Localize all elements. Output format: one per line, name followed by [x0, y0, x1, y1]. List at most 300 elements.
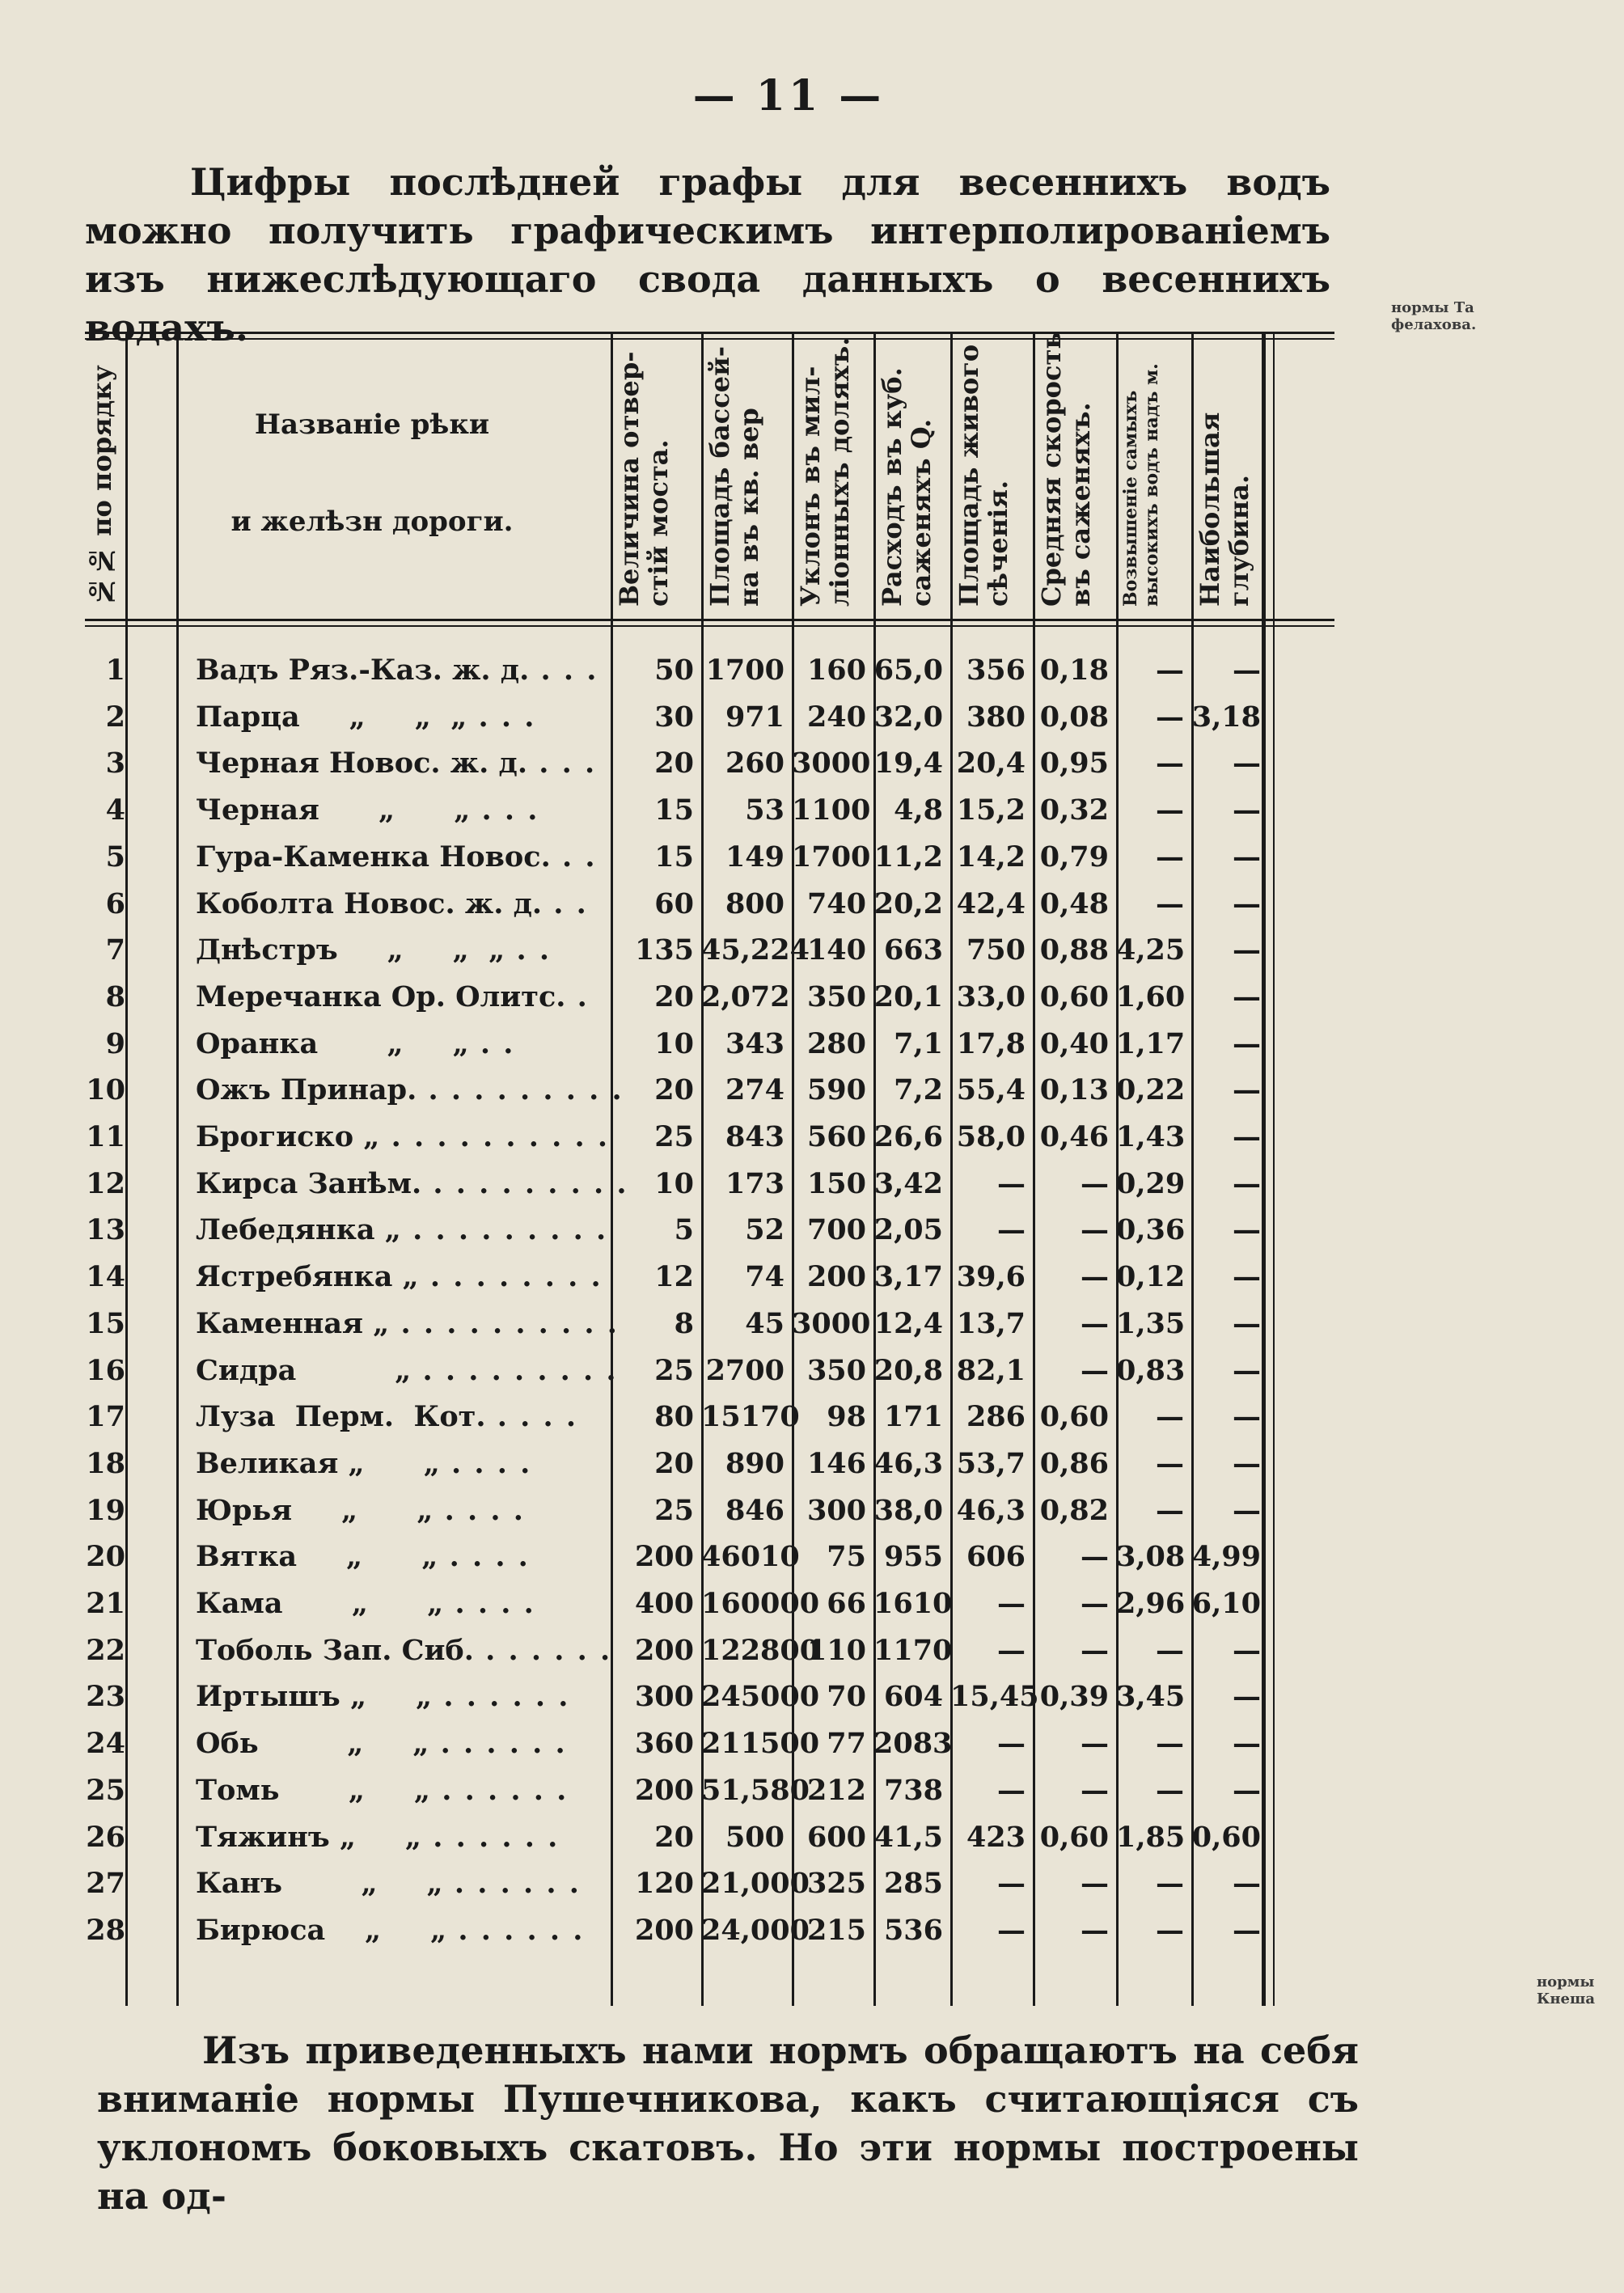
cell-bridge: 15 [654, 840, 694, 874]
cell-depth: — [1233, 979, 1261, 1013]
cell-section: 14,2 [956, 840, 1026, 874]
cell-flow: 2,05 [873, 1213, 943, 1247]
cell-rise: — [1156, 886, 1184, 920]
cell-slope: 146 [806, 1446, 866, 1480]
cell-bridge: 20 [654, 1073, 694, 1107]
cell-rise: — [1156, 1727, 1184, 1761]
cell-no: 28 [86, 1913, 125, 1947]
cell-slope: 700 [806, 1213, 866, 1247]
river-name: Кирса Занѣм. [196, 1166, 422, 1200]
leader-dots: . . . . [439, 1446, 532, 1480]
spring-waters-table [86, 331, 1310, 2010]
cell-depth: — [1233, 840, 1261, 874]
cell-section: 356 [966, 654, 1026, 687]
cell-section: 380 [966, 700, 1026, 734]
cell-rise: 3,08 [1116, 1540, 1186, 1574]
cell-speed: 0,60 [1039, 979, 1109, 1013]
river-name: Каменная „ [196, 1306, 390, 1340]
cell-slope: 150 [806, 1166, 866, 1200]
river-name: Великая „ „ [196, 1446, 440, 1480]
cell-bridge: 10 [654, 1026, 694, 1060]
header-name-2: и желѣзн дороги. [230, 506, 514, 538]
leader-dots: . . [550, 840, 597, 874]
cell-rise: 1,60 [1116, 979, 1186, 1013]
cell-flow: 1170 [873, 1633, 953, 1667]
cell-rise: — [1156, 654, 1184, 687]
cell-depth: — [1233, 1400, 1261, 1434]
table-row [86, 1347, 1310, 1394]
cell-speed: 0,32 [1039, 793, 1109, 827]
cell-slope: 240 [806, 700, 866, 734]
table-row [105, 834, 1310, 880]
cell-basin: 343 [725, 1026, 785, 1060]
cell-rise: — [1156, 1493, 1184, 1527]
leader-dots: . . . . . . . . . [417, 1073, 624, 1107]
page-number: — 11 — [692, 71, 885, 121]
cell-flow: 663 [883, 933, 943, 967]
cell-depth: — [1233, 1120, 1261, 1153]
leader-dots: . . . [467, 700, 536, 734]
cell-section: — [997, 1213, 1026, 1247]
cell-section: 17,8 [956, 1026, 1026, 1060]
table-row [86, 1301, 1310, 1347]
river-name: Меречанка Ор. Олитс. [196, 979, 566, 1013]
cell-slope: 215 [806, 1913, 866, 1947]
cell-depth: — [1233, 1773, 1261, 1807]
river-name: Оранка „ „ [196, 1026, 469, 1060]
table-row [86, 1580, 1310, 1627]
cell-bridge: 12 [654, 1260, 694, 1294]
cell-basin: 2,072 [701, 979, 790, 1013]
cell-section: 33,0 [956, 979, 1026, 1013]
table-row [86, 1860, 1310, 1906]
cell-basin: 45 [745, 1306, 785, 1340]
header-slope: Уклонъ въ мил- ліонныхъ доляхъ. [795, 336, 855, 607]
table-row [86, 1254, 1310, 1300]
cell-no: 20 [86, 1540, 125, 1574]
cell-slope: 1100 [792, 793, 871, 827]
leader-dots: . . . . . . . . . . [379, 1120, 610, 1153]
header-section: Площадь живого сѣченія. [954, 344, 1013, 607]
table-rule [85, 332, 1334, 334]
cell-section: 423 [966, 1820, 1026, 1854]
margin-note: нормы Та фелахова. [1391, 299, 1477, 333]
cell-basin: 74 [745, 1260, 785, 1294]
cell-slope: 98 [827, 1400, 866, 1434]
cell-basin: 245000 [701, 1680, 820, 1714]
cell-rise: 0,29 [1116, 1166, 1186, 1200]
cell-rise: 0,22 [1116, 1073, 1186, 1107]
table-row [105, 740, 1310, 786]
leader-dots: . . . . . . [473, 1633, 612, 1667]
cell-section: — [997, 1633, 1026, 1667]
cell-speed: — [1081, 1633, 1109, 1667]
cell-slope: 3000 [792, 1306, 871, 1340]
table-row [86, 1067, 1310, 1113]
cell-bridge: 8 [674, 1306, 694, 1340]
cell-bridge: 25 [654, 1353, 694, 1387]
cell-depth: 6,10 [1191, 1587, 1261, 1620]
cell-bridge: 120 [634, 1867, 694, 1901]
cell-flow: 20,2 [873, 886, 943, 920]
cell-slope: 560 [806, 1120, 866, 1153]
cell-depth: 4,99 [1191, 1540, 1261, 1574]
cell-flow: 3,42 [873, 1166, 943, 1200]
cell-bridge: 25 [654, 1120, 694, 1153]
cell-rise: — [1156, 1633, 1184, 1667]
cell-depth: — [1233, 1353, 1261, 1387]
cell-depth: — [1233, 1026, 1261, 1060]
cell-bridge: 20 [654, 747, 694, 781]
table-row [86, 1720, 1310, 1766]
cell-speed: — [1081, 1867, 1109, 1901]
cell-speed: 0,82 [1039, 1493, 1109, 1527]
cell-rise: 0,83 [1116, 1353, 1186, 1387]
river-name: Днѣстръ „ „ „ [196, 933, 505, 967]
cell-rise: — [1156, 1773, 1184, 1807]
river-name: Вадъ Ряз.-Каз. ж. д. [196, 654, 530, 687]
cell-slope: 1700 [792, 840, 871, 874]
intro-text: Цифры послѣдней графы для весеннихъ водъ можно получить графическимъ интерполированіемъ изъ нижеслѣдующаго свода данныхъ о весеннихъ водахъ. [85, 160, 1330, 349]
cell-bridge: 80 [654, 1400, 694, 1434]
river-name: Лебедянка „ [196, 1213, 401, 1247]
cell-section: 15,2 [956, 793, 1026, 827]
river-name: Тоболь Зап. Сиб. [196, 1633, 474, 1667]
cell-basin: 122800 [701, 1633, 820, 1667]
river-name: Юрья „ „ [196, 1493, 433, 1527]
cell-depth: — [1233, 1306, 1261, 1340]
cell-depth: — [1233, 1867, 1261, 1901]
cell-flow: 19,4 [873, 747, 943, 781]
table-row [105, 974, 1310, 1020]
river-name: Кама „ „ [196, 1587, 444, 1620]
cell-bridge: 30 [654, 700, 694, 734]
table-rule [85, 625, 1334, 627]
cell-no: 22 [86, 1633, 125, 1667]
cell-flow: 41,5 [873, 1820, 943, 1854]
header-basin: Площадь бассей- на въ кв. вер [704, 345, 764, 607]
cell-slope: 212 [806, 1773, 866, 1807]
cell-flow: 7,2 [894, 1073, 943, 1107]
cell-bridge: 50 [654, 654, 694, 687]
cell-slope: 140 [806, 933, 866, 967]
leader-dots: . . . . [485, 1400, 578, 1434]
cell-section: 42,4 [956, 886, 1026, 920]
cell-slope: 70 [827, 1680, 866, 1714]
cell-depth: — [1233, 1727, 1261, 1761]
cell-flow: 1610 [873, 1587, 953, 1620]
cell-basin: 24,000 [701, 1913, 810, 1947]
cell-speed: — [1081, 1727, 1109, 1761]
cell-no: 19 [86, 1493, 125, 1527]
cell-bridge: 20 [654, 979, 694, 1013]
leader-dots: . . . [470, 793, 539, 827]
header-rise: Возвышеніе самыхъ высокихъ водъ надъ м. [1120, 363, 1162, 607]
table-rule [85, 619, 1334, 621]
river-name: Ястребянка „ [196, 1260, 419, 1294]
cell-speed: 0,86 [1039, 1446, 1109, 1480]
cell-no: 4 [105, 793, 125, 827]
cell-rise: 2,96 [1116, 1587, 1186, 1620]
cell-no: 15 [86, 1306, 125, 1340]
cell-rise: 1,17 [1116, 1026, 1186, 1060]
cell-depth: — [1233, 1633, 1261, 1667]
cell-slope: 300 [806, 1493, 866, 1527]
cell-basin: 160000 [701, 1587, 820, 1620]
cell-no: 14 [86, 1260, 125, 1294]
cell-slope: 280 [806, 1026, 866, 1060]
cell-bridge: 25 [654, 1493, 694, 1527]
cell-depth: — [1233, 1680, 1261, 1714]
table-row [86, 1814, 1310, 1860]
cell-basin: 51,580 [701, 1773, 810, 1807]
cell-flow: 32,0 [873, 700, 943, 734]
cell-no: 26 [86, 1820, 125, 1854]
cell-rise: — [1156, 747, 1184, 781]
header-name-1: Названіе рѣки [254, 408, 490, 441]
outro-paragraph [97, 2026, 1359, 2220]
leader-dots: . . [542, 886, 588, 920]
river-name: Черная „ „ [196, 793, 471, 827]
cell-speed: 0,46 [1039, 1120, 1109, 1153]
cell-no: 17 [86, 1400, 125, 1434]
cell-rise: 1,85 [1116, 1820, 1186, 1854]
table-row [86, 1441, 1310, 1487]
cell-depth: 0,60 [1191, 1820, 1261, 1854]
leader-dots: . . . . . . . . . [411, 1353, 618, 1387]
cell-speed: 0,88 [1039, 933, 1109, 967]
cell-bridge: 200 [634, 1913, 694, 1947]
leader-dots: . . . . [433, 1493, 525, 1527]
cell-rise: — [1156, 793, 1184, 827]
cell-bridge: 300 [634, 1680, 694, 1714]
cell-no: 21 [86, 1587, 125, 1620]
cell-bridge: 200 [634, 1633, 694, 1667]
cell-speed: — [1081, 1587, 1109, 1620]
cell-no: 27 [86, 1867, 125, 1901]
cell-rise: 3,45 [1116, 1680, 1186, 1714]
table-row [86, 1673, 1310, 1720]
cell-bridge: 200 [634, 1540, 694, 1574]
cell-rise: — [1156, 1446, 1184, 1480]
cell-bridge: 15 [654, 793, 694, 827]
leader-dots: . . . . . . . . . [421, 1166, 628, 1200]
cell-bridge: 20 [654, 1446, 694, 1480]
cell-no: 7 [105, 933, 125, 967]
cell-depth: — [1233, 1493, 1261, 1527]
table-row [105, 787, 1310, 833]
cell-basin: 52 [745, 1213, 785, 1247]
cell-section: 15,45 [950, 1680, 1039, 1714]
cell-slope: 77 [827, 1727, 866, 1761]
cell-speed: 0,39 [1039, 1680, 1109, 1714]
cell-basin: 15170 [701, 1400, 800, 1434]
leader-dots: . . . . . . . . . . [389, 1306, 619, 1340]
leader-dots: . . . . . . [429, 1727, 567, 1761]
cell-depth: — [1233, 933, 1261, 967]
header-flow: Расходъ въ куб. саженяхъ Q. [877, 367, 937, 607]
cell-rise: — [1156, 1913, 1184, 1947]
cell-slope: 160 [806, 654, 866, 687]
cell-speed: — [1081, 1260, 1109, 1294]
cell-basin: 211500 [701, 1727, 820, 1761]
cell-speed: — [1081, 1540, 1109, 1574]
river-name: Ожъ Принар. [196, 1073, 417, 1107]
cell-no: 24 [86, 1727, 125, 1761]
leader-dots: . . . . . . . . [418, 1260, 603, 1294]
river-name: Гура-Каменка Новос. [196, 840, 551, 874]
cell-no: 1 [105, 654, 125, 687]
cell-flow: 7,1 [894, 1026, 943, 1060]
cell-rise: — [1156, 1400, 1184, 1434]
cell-speed: 0,60 [1039, 1400, 1109, 1434]
cell-depth: — [1233, 1446, 1261, 1480]
cell-slope: 350 [806, 1353, 866, 1387]
cell-speed: 0,60 [1039, 1820, 1109, 1854]
table-row [86, 1534, 1310, 1580]
leader-dots: . . . . . . [421, 1820, 560, 1854]
cell-no: 23 [86, 1680, 125, 1714]
cell-section: 286 [966, 1400, 1026, 1434]
cell-bridge: 135 [634, 933, 694, 967]
table-row [105, 694, 1310, 740]
cell-bridge: 10 [654, 1166, 694, 1200]
cell-no: 6 [105, 886, 125, 920]
cell-basin: 274 [725, 1073, 785, 1107]
table-row [105, 1021, 1310, 1067]
cell-section: 58,0 [956, 1120, 1026, 1153]
cell-speed: 0,18 [1039, 654, 1109, 687]
cell-flow: 65,0 [873, 654, 943, 687]
cell-slope: 3000 [792, 747, 871, 781]
table-row [105, 927, 1310, 973]
cell-section: 82,1 [956, 1353, 1026, 1387]
river-name: Бирюса „ „ [196, 1913, 447, 1947]
cell-basin: 173 [725, 1166, 785, 1200]
cell-speed: — [1081, 1353, 1109, 1387]
table-row [86, 1207, 1310, 1253]
leader-dots: . . . [529, 654, 598, 687]
cell-depth: — [1233, 1166, 1261, 1200]
cell-rise: 0,36 [1116, 1213, 1186, 1247]
header-speed: Средняя скорость въ саженяхъ. [1036, 331, 1096, 607]
cell-basin: 500 [725, 1820, 785, 1854]
cell-basin: 800 [725, 886, 785, 920]
cell-flow: 604 [883, 1680, 943, 1714]
cell-no: 10 [86, 1073, 125, 1107]
river-name: Томь „ „ [196, 1773, 431, 1807]
margin-note: нормы Кнеша [1537, 1974, 1596, 2007]
table-row [105, 647, 1310, 693]
cell-slope: 325 [806, 1867, 866, 1901]
cell-basin: 1700 [705, 654, 785, 687]
table-row [86, 1627, 1310, 1673]
cell-slope: 200 [806, 1260, 866, 1294]
cell-no: 11 [86, 1120, 125, 1153]
cell-speed: 0,95 [1039, 747, 1109, 781]
cell-speed: 0,13 [1039, 1073, 1109, 1107]
cell-slope: 110 [806, 1633, 866, 1667]
cell-slope: 740 [806, 886, 866, 920]
cell-basin: 890 [725, 1446, 785, 1480]
cell-bridge: 360 [634, 1727, 694, 1761]
cell-flow: 285 [883, 1867, 943, 1901]
header-depth: Наибольшая глубина. [1195, 412, 1254, 607]
cell-section: 53,7 [956, 1446, 1026, 1480]
cell-no: 13 [86, 1213, 125, 1247]
cell-no: 16 [86, 1353, 125, 1387]
cell-depth: — [1233, 1073, 1261, 1107]
cell-bridge: 200 [634, 1773, 694, 1807]
cell-section: 46,3 [956, 1493, 1026, 1527]
cell-section: — [997, 1587, 1026, 1620]
cell-basin: 53 [745, 793, 785, 827]
table-row [86, 1907, 1310, 1953]
cell-basin: 843 [725, 1120, 785, 1153]
cell-depth: 3,18 [1191, 700, 1261, 734]
cell-flow: 4,8 [894, 793, 943, 827]
cell-basin: 2700 [705, 1353, 785, 1387]
intro-paragraph [85, 158, 1330, 352]
cell-section: 606 [966, 1540, 1026, 1574]
river-name: Парца „ „ „ [196, 700, 467, 734]
cell-section: — [997, 1773, 1026, 1807]
cell-section: 20,4 [956, 747, 1026, 781]
cell-flow: 3,17 [873, 1260, 943, 1294]
cell-basin: 971 [725, 700, 785, 734]
cell-speed: 0,48 [1039, 886, 1109, 920]
leader-dots: . . . . . . . . . [400, 1213, 608, 1247]
header-bridge: Величина отвер- стій моста. [614, 351, 674, 607]
cell-flow: 955 [883, 1540, 943, 1574]
cell-basin: 846 [725, 1493, 785, 1527]
cell-slope: 350 [806, 979, 866, 1013]
cell-flow: 26,6 [873, 1120, 943, 1153]
table-row [86, 1161, 1310, 1207]
cell-rise: 1,43 [1116, 1120, 1186, 1153]
leader-dots: . . [468, 1026, 515, 1060]
cell-rise: 1,35 [1116, 1306, 1186, 1340]
cell-rise: — [1156, 1867, 1184, 1901]
header-no: №№ по порядку [87, 365, 117, 607]
cell-rise: 0,12 [1116, 1260, 1186, 1294]
cell-bridge: 20 [654, 1820, 694, 1854]
cell-slope: 590 [806, 1073, 866, 1107]
cell-section: 13,7 [956, 1306, 1026, 1340]
cell-flow: 20,8 [873, 1353, 943, 1387]
cell-speed: — [1081, 1213, 1109, 1247]
cell-no: 25 [86, 1773, 125, 1807]
cell-no: 18 [86, 1446, 125, 1480]
cell-depth: — [1233, 654, 1261, 687]
cell-depth: — [1233, 886, 1261, 920]
cell-flow: 2083 [873, 1727, 953, 1761]
river-name: Коболта Новос. ж. д. [196, 886, 543, 920]
cell-section: — [997, 1867, 1026, 1901]
cell-flow: 536 [883, 1913, 943, 1947]
table-row [86, 1487, 1310, 1534]
table-row [86, 1114, 1310, 1160]
cell-depth: — [1233, 1913, 1261, 1947]
cell-depth: — [1233, 747, 1261, 781]
cell-no: 12 [86, 1166, 125, 1200]
cell-depth: — [1233, 793, 1261, 827]
cell-section: — [997, 1166, 1026, 1200]
cell-basin: 21,000 [701, 1867, 810, 1901]
river-name: Вятка „ „ [196, 1540, 438, 1574]
leader-dots: . . . . . . [446, 1913, 585, 1947]
leader-dots: . . . . [443, 1587, 535, 1620]
